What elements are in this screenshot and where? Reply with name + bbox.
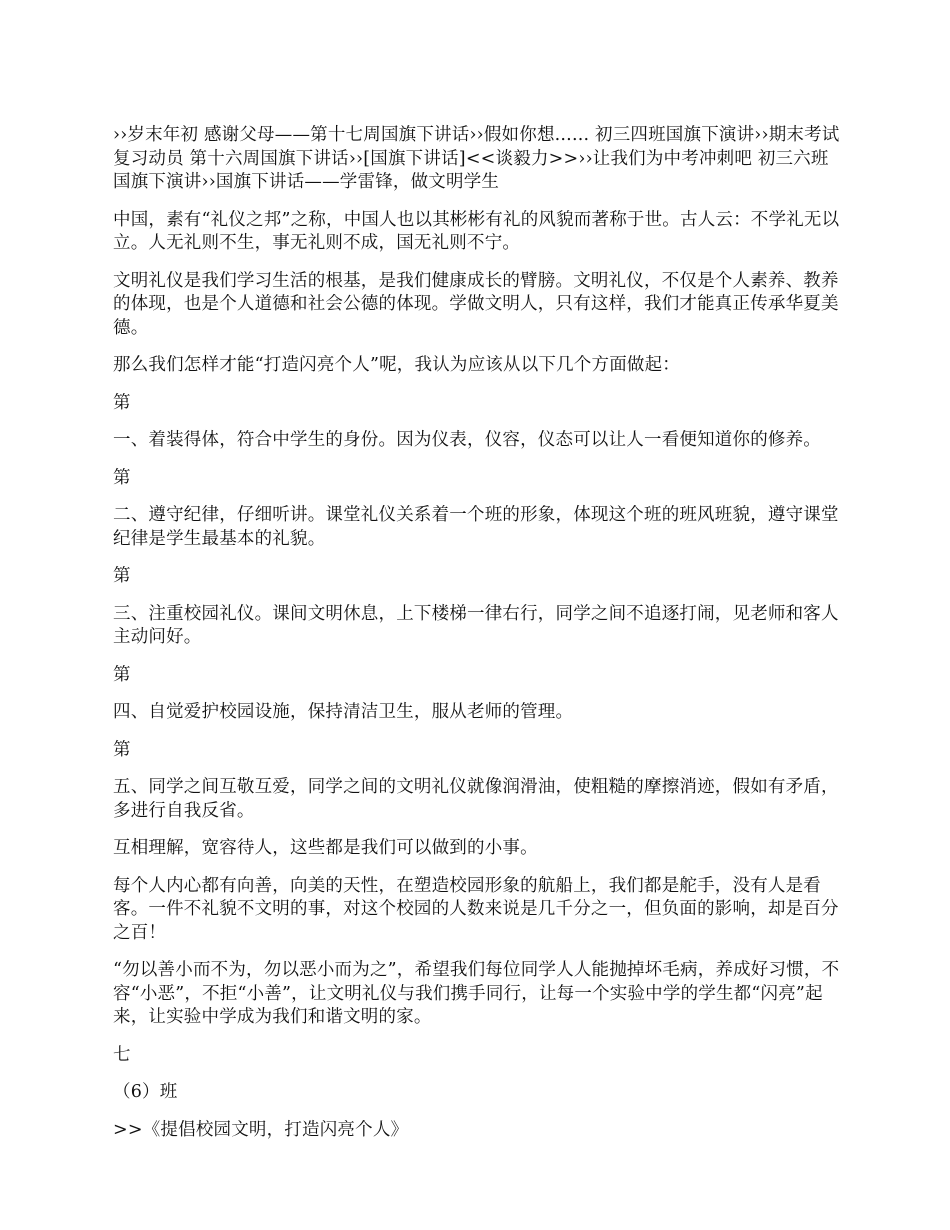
body-paragraph: 文明礼仪是我们学习生活的根基，是我们健康成长的臂膀。文明礼仪，不仅是个人素养、教养的体现，也是个人道德和社会公德的体现。学做文明人，只有这样，我们才能真正传承华夏美德。 [113, 270, 839, 338]
ordinal-marker: 第 [113, 739, 131, 760]
related-links-paragraph: ››岁末年初 感谢父母——第十七周国旗下讲话››假如你想...... 初三四班国旗下演讲››期末考试复习动员 第十六周国旗下讲话››[国旗下讲话]<<谈毅力>>››让我们为中考冲刺吧 初三六班国旗下演讲››国旗下讲话——学雷锋，做文明学生 [113, 125, 840, 192]
body-paragraph: 互相理解，宽容待人，这些都是我们可以做到的小事。 [113, 838, 538, 858]
intro-paragraph: 中国，素有“礼仪之邦”之称，中国人也以其彬彬有礼的风貌而著称于世。古人云：不学礼无以立。人无礼则不生，事无礼则不成，国无礼则不宁。 [113, 209, 840, 253]
point-paragraph: 四、自觉爱护校园设施，保持清洁卫生，服从老师的管理。 [113, 702, 574, 722]
document-body [113, 124, 841, 1156]
class-label: （6）班 [113, 1082, 178, 1102]
ordinal-marker: 第 [113, 664, 131, 685]
body-paragraph: “勿以善小而不为，勿以恶小而为之”，希望我们每位同学人人能抛掉坏毛病，养成好习惯，不容“小恶”，不拒“小善”，让文明礼仪与我们携手同行，让每一个实验中学的学生都“闪亮”起来，让实验中学成为我们和谐文明的家。 [113, 960, 840, 1027]
point-paragraph: 三、注重校园礼仪。课间文明休息，上下楼梯一律右行，同学之间不追逐打闹，见老师和客人主动问好。 [113, 603, 839, 647]
ordinal-marker: 第 [113, 566, 131, 586]
point-paragraph: 一、着装得体，符合中学生的身份。因为仪表，仪容，仪态可以让人一看便知道你的修养。 [113, 430, 821, 450]
ordinal-marker: 第 [113, 467, 131, 488]
point-paragraph: 二、遵守纪律，仔细听讲。课堂礼仪关系着一个班的形象，体现这个班的班风班貌，遵守课堂纪律是学生最基本的礼貌。 [113, 505, 839, 549]
ordinal-marker: 第 [113, 392, 131, 413]
body-paragraph: 每个人内心都有向善，向美的天性，在塑造校园形象的航船上，我们都是舵手，没有人是看客。一件不礼貌不文明的事，对这个校园的人数来说是几千分之一，但负面的影响，却是百分之百！ [113, 875, 839, 943]
point-paragraph: 五、同学之间互敬互爱，同学之间的文明礼仪就像润滑油，使粗糙的摩擦消迹，假如有矛盾，多进行自我反省。 [113, 777, 839, 821]
grade-label: 七 [113, 1044, 131, 1065]
body-paragraph: 那么我们怎样才能“打造闪亮个人”呢，我认为应该从以下几个方面做起： [113, 355, 680, 375]
title-link[interactable]: >>《提倡校园文明，打造闪亮个人》 [113, 1119, 409, 1140]
